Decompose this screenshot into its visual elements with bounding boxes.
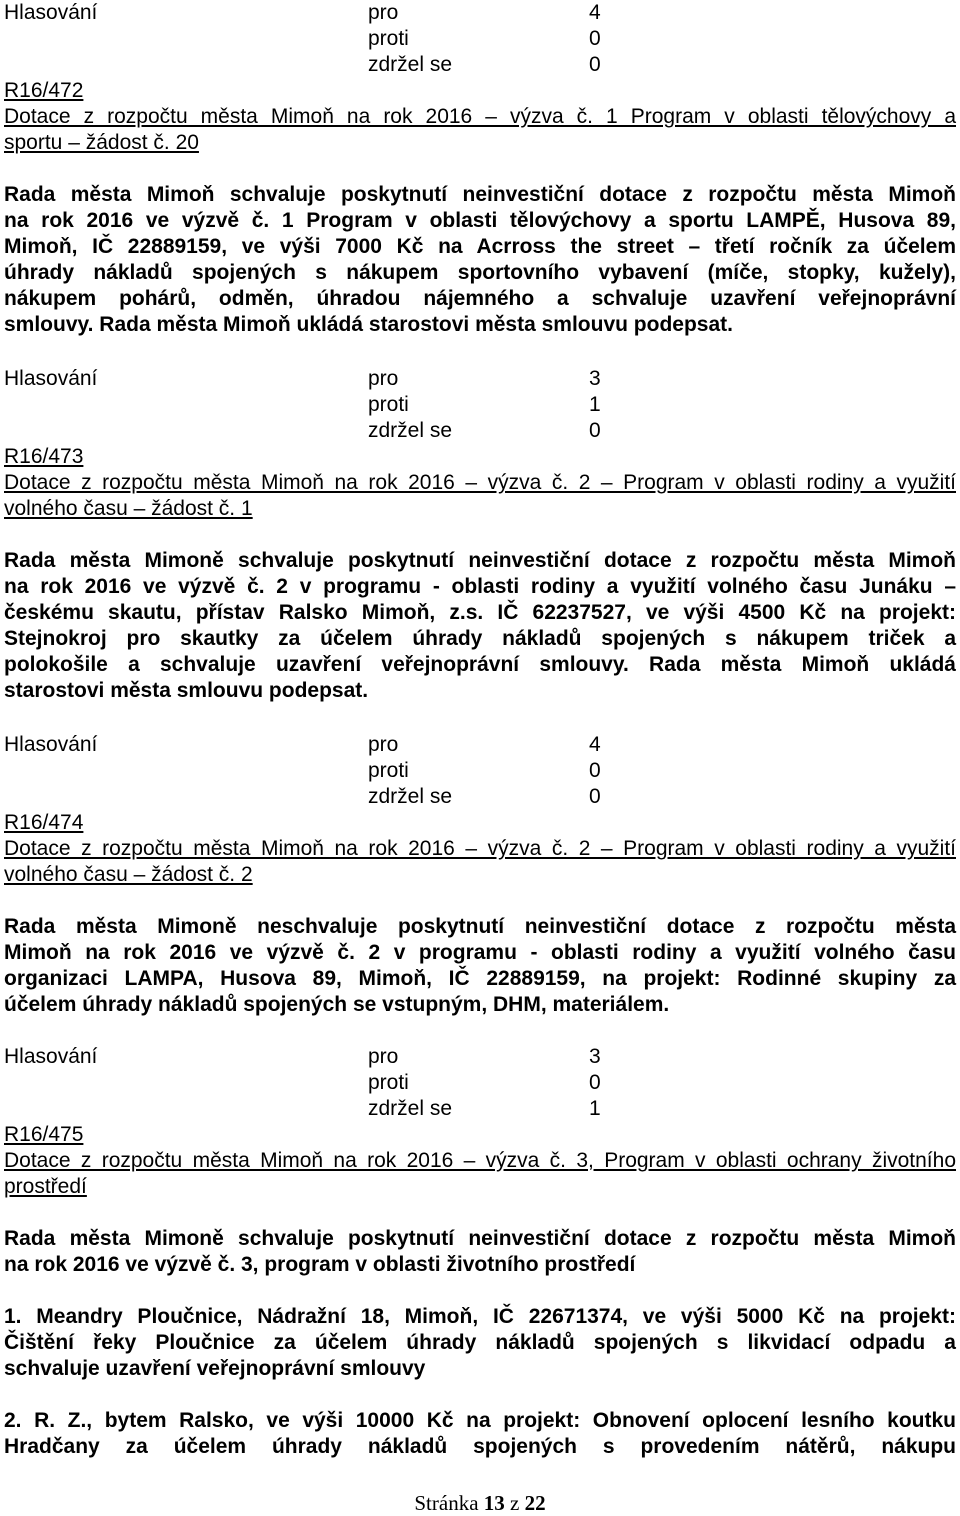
resolution-text: úhrady nákladů spojených s nákupem sportovního vybavení (míče, stopky, kužely), <box>4 261 956 284</box>
vote-key-zdrzel: zdržel se <box>368 53 453 76</box>
vote-count-proti: 0 <box>589 1071 601 1094</box>
vote-key-pro: pro <box>368 1045 399 1068</box>
vote-key-zdrzel: zdržel se <box>368 1097 453 1120</box>
vote-key-zdrzel: zdržel se <box>368 785 453 808</box>
vote-row-zdrzel <box>4 784 956 810</box>
resolution-text: Stejnokroj pro skautky za účelem úhrady nákladů spojených s nákupem triček a <box>4 627 956 650</box>
vote-row-pro <box>4 732 956 758</box>
vote-count-zdrzel: 1 <box>589 1097 601 1120</box>
resolution-title: prostředí <box>4 1175 87 1198</box>
vote-label: Hlasování <box>4 367 98 390</box>
resolution-title: Dotace z rozpočtu města Mimoň na rok 2016 – výzva č. 3, Program v oblasti ochrany životního <box>4 1149 956 1172</box>
vote-key-proti: proti <box>368 393 409 416</box>
vote-key-proti: proti <box>368 27 409 50</box>
vote-row-pro <box>4 1044 956 1070</box>
resolution-text: účelem úhrady nákladů spojených se vstupným, DHM, materiálem. <box>4 993 670 1016</box>
resolution-text: starostovi města smlouvu podepsat. <box>4 679 369 702</box>
vote-row-proti <box>4 758 956 784</box>
footer-prefix: Stránka <box>414 1491 479 1515</box>
vote-row-pro <box>4 366 956 392</box>
vote-row-proti <box>4 392 956 418</box>
resolution-text: Rada města Mimoně schvaluje poskytnutí neinvestiční dotace z rozpočtu města Mimoň <box>4 1227 956 1250</box>
resolution-text: Mimoň na rok 2016 ve výzvě č. 2 v programu - oblasti rodiny a využití volného času <box>4 941 956 964</box>
vote-key-zdrzel: zdržel se <box>368 419 453 442</box>
resolution-text: smlouvy. Rada města Mimoň ukládá starostovi města smlouvu podepsat. <box>4 313 733 336</box>
vote-count-zdrzel: 0 <box>589 785 601 808</box>
resolution-text: na rok 2016 ve výzvě č. 2 v programu - oblasti rodiny a využití volného času Junáku – <box>4 575 956 598</box>
vote-key-proti: proti <box>368 759 409 782</box>
vote-count-proti: 1 <box>589 393 601 416</box>
list-item: schvaluje uzavření veřejnoprávní smlouvy <box>4 1357 426 1380</box>
resolution-text: Rada města Mimoně neschvaluje poskytnutí neinvestiční dotace z rozpočtu města <box>4 915 956 938</box>
vote-count-pro: 4 <box>589 733 601 756</box>
vote-row-zdrzel <box>4 1096 956 1122</box>
resolution-title: Dotace z rozpočtu města Mimoň na rok 2016 – výzva č. 1 Program v oblasti tělovýchovy a <box>4 105 956 128</box>
list-item: Hradčany za účelem úhrady nákladů spojených s provedením nátěrů, nákupu <box>4 1435 956 1458</box>
resolution-text: nákupem pohárů, odměn, úhradou nájemného a schvaluje uzavření veřejnoprávní <box>4 287 956 310</box>
resolution-id: R16/473 <box>4 445 84 468</box>
vote-key-pro: pro <box>368 733 399 756</box>
resolution-text: na rok 2016 ve výzvě č. 3, program v oblasti životního prostředí <box>4 1253 636 1276</box>
list-item: 1. Meandry Ploučnice, Nádražní 18, Mimoň, IČ 22671374, ve výši 5000 Kč na projekt: <box>4 1305 956 1328</box>
vote-count-pro: 3 <box>589 1045 601 1068</box>
resolution-title: volného času – žádost č. 2 <box>4 863 253 886</box>
vote-key-pro: pro <box>368 1 399 24</box>
footer-page-total: 22 <box>524 1491 546 1515</box>
vote-label: Hlasování <box>4 1 98 24</box>
page-footer <box>0 1490 960 1516</box>
footer-mid: z <box>510 1491 520 1515</box>
vote-key-pro: pro <box>368 367 399 390</box>
vote-label: Hlasování <box>4 1045 98 1068</box>
resolution-text: polokošile a schvaluje uzavření veřejnoprávní smlouvy. Rada města Mimoň ukládá <box>4 653 956 676</box>
resolution-text: organizaci LAMPA, Husova 89, Mimoň, IČ 22889159, na projekt: Rodinné skupiny za <box>4 967 956 990</box>
resolution-title: Dotace z rozpočtu města Mimoň na rok 2016 – výzva č. 2 – Program v oblasti rodiny a využití <box>4 837 956 860</box>
vote-count-zdrzel: 0 <box>589 419 601 442</box>
vote-count-pro: 4 <box>589 1 601 24</box>
list-item: 2. R. Z., bytem Ralsko, ve výši 10000 Kč na projekt: Obnovení oplocení lesního koutku <box>4 1409 956 1432</box>
resolution-title: Dotace z rozpočtu města Mimoň na rok 2016 – výzva č. 2 – Program v oblasti rodiny a využití <box>4 471 956 494</box>
footer-page-number: 13 <box>483 1491 505 1515</box>
resolution-id: R16/472 <box>4 79 84 102</box>
resolution-id: R16/474 <box>4 811 84 834</box>
resolution-text: Mimoň, IČ 22889159, ve výši 7000 Kč na Acrross the street – třetí ročník za účelem <box>4 235 956 258</box>
resolution-text: na rok 2016 ve výzvě č. 1 Program v oblasti tělovýchovy a sportu LAMPĚ, Husova 89, <box>4 209 956 232</box>
resolution-text: českému skautu, přístav Ralsko Mimoň, z.s. IČ 62237527, ve výši 4500 Kč na projekt: <box>4 601 956 624</box>
resolution-title: volného času – žádost č. 1 <box>4 497 253 520</box>
vote-count-pro: 3 <box>589 367 601 390</box>
resolution-id: R16/475 <box>4 1123 84 1146</box>
vote-label: Hlasování <box>4 733 98 756</box>
vote-count-proti: 0 <box>589 759 601 782</box>
vote-count-zdrzel: 0 <box>589 53 601 76</box>
vote-row-pro <box>4 0 956 26</box>
resolution-text: Rada města Mimoň schvaluje poskytnutí neinvestiční dotace z rozpočtu města Mimoň <box>4 183 956 206</box>
resolution-text: Rada města Mimoně schvaluje poskytnutí neinvestiční dotace z rozpočtu města Mimoň <box>4 549 956 572</box>
vote-count-proti: 0 <box>589 27 601 50</box>
vote-row-zdrzel <box>4 52 956 78</box>
vote-row-proti <box>4 1070 956 1096</box>
vote-row-proti <box>4 26 956 52</box>
resolution-title: sportu – žádost č. 20 <box>4 131 199 154</box>
vote-row-zdrzel <box>4 418 956 444</box>
vote-key-proti: proti <box>368 1071 409 1094</box>
list-item: Čištění řeky Ploučnice za účelem úhrady nákladů spojených s likvidací odpadu a <box>4 1331 956 1354</box>
